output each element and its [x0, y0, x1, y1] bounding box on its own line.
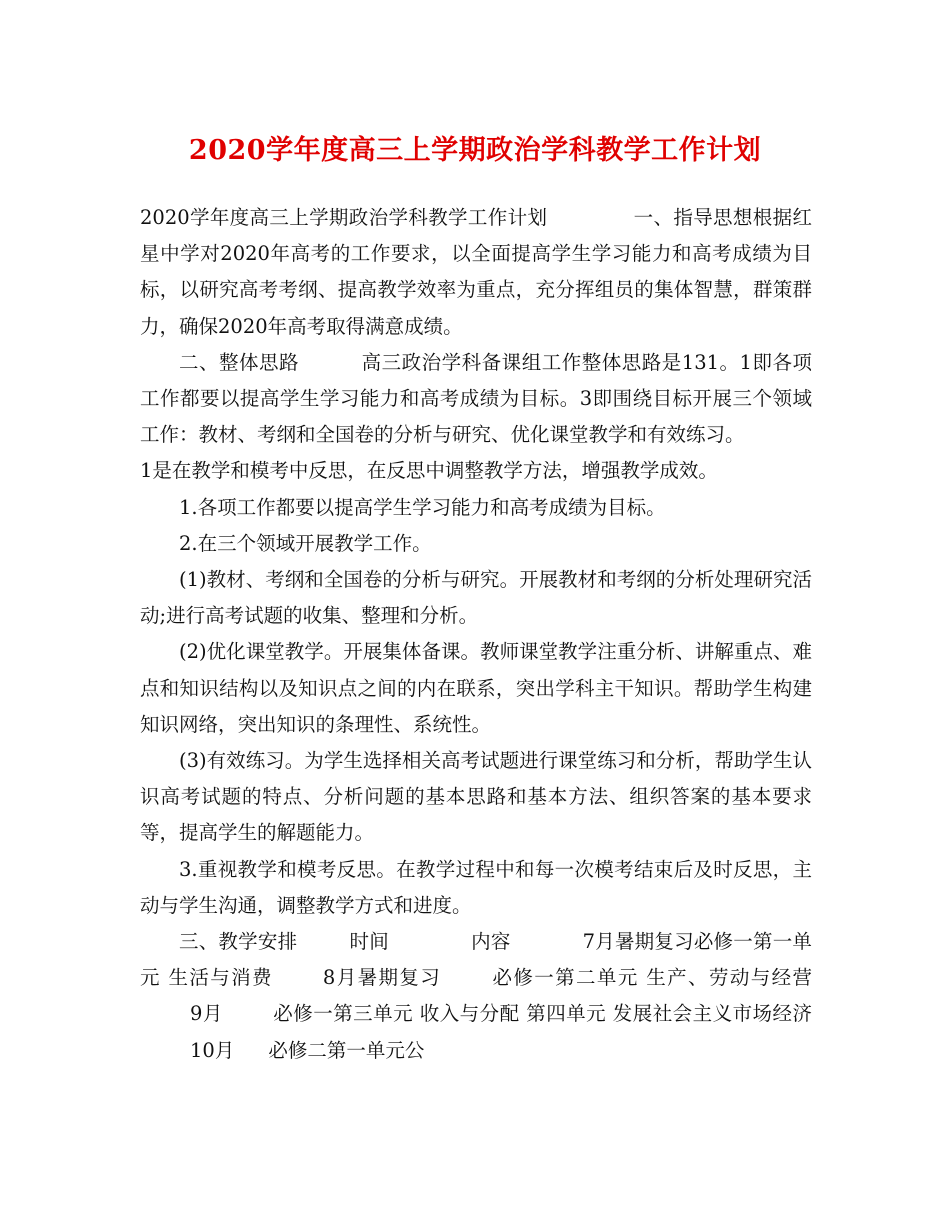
section3-col-time: 时间: [349, 930, 389, 954]
paragraph-item3: 3.重视教学和模考反思。在教学过程中和每一次模考结束后及时反思，主动与学生沟通，调整教学方式和进度。: [140, 857, 812, 917]
paragraph-item2-2: (2)优化课堂教学。开展集体备课。教师课堂教学注重分析、讲解重点、难点和知识结构以及知识点之间的内在联系，突出学科主干知识。帮助学生构建知识网络，突出知识的条理性、系统性。: [140, 640, 812, 736]
paragraph-item2-3: (3)有效练习。为学生选择相关高考试题进行课堂练习和分析，帮助学生认识高考试题的特点、分析问题的基本思路和基本方法、组织答案的基本要求等，提高学生的解题能力。: [140, 749, 812, 845]
section2-heading: 二、整体思路: [179, 350, 300, 374]
paragraph-section2: [140, 345, 812, 454]
paragraph-item2: 2.在三个领域开展教学工作。: [179, 531, 432, 555]
section3-row1-time: 7月暑期复习: [582, 930, 694, 954]
section3-row4-time: 10月: [190, 1038, 235, 1062]
paragraph-section2-line2: 1是在教学和模考中反思，在反思中调整教学方法，增强教学成效。: [140, 459, 718, 483]
paragraph-item2-1: (1)教材、考纲和全国卷的分析与研究。开展教材和考纲的分析处理研究活动;进行高考试题的收集、整理和分析。: [140, 568, 812, 628]
section3-row2-content: 必修一第二单元 生产、劳动与经营: [491, 966, 812, 990]
paragraph-section3: [140, 924, 812, 1069]
document-body: [140, 200, 812, 1069]
section2-body: 高三政治学科备课组工作整体思路是131。1即各项工作都要以提高学生学习能力和高考成绩为目标。3即围绕目标开展三个领域工作：教材、考纲和全国卷的分析与研究、优化课堂教学和有效练习。: [140, 350, 812, 447]
section3-row2-time: 8月暑期复习: [322, 966, 442, 990]
paragraph-section1: [140, 200, 812, 345]
section3-heading: 三、教学安排: [179, 930, 298, 954]
section3-col-content: 内容: [470, 930, 511, 954]
section1-heading: 一、指导思想: [633, 206, 753, 229]
document-title: 2020学年度高三上学期政治学科教学工作计划: [188, 135, 762, 166]
section3-row4-content: 必修二第一单元公: [268, 1038, 425, 1062]
section3-row1-content: 必修一第一单元 生活与消费: [140, 930, 812, 990]
section1-body: 根据红星中学对2020年高考的工作要求，以全面提高学生学习能力和高考成绩为目标，以研究高考考纲、提高教学效率为重点，充分挥组员的集体智慧，群策群力，确保2020年高考取得满意成绩。: [140, 206, 812, 338]
section3-row3-content: 必修一第三单元 收入与分配 第四单元 发展社会主义市场经济: [272, 1002, 812, 1026]
section3-row3-time: 9月: [190, 1002, 223, 1026]
paragraph-item1: 1.各项工作都要以提高学生学习能力和高考成绩为目标。: [179, 495, 666, 519]
intro-title: 2020学年度高三上学期政治学科教学工作计划: [140, 206, 548, 229]
